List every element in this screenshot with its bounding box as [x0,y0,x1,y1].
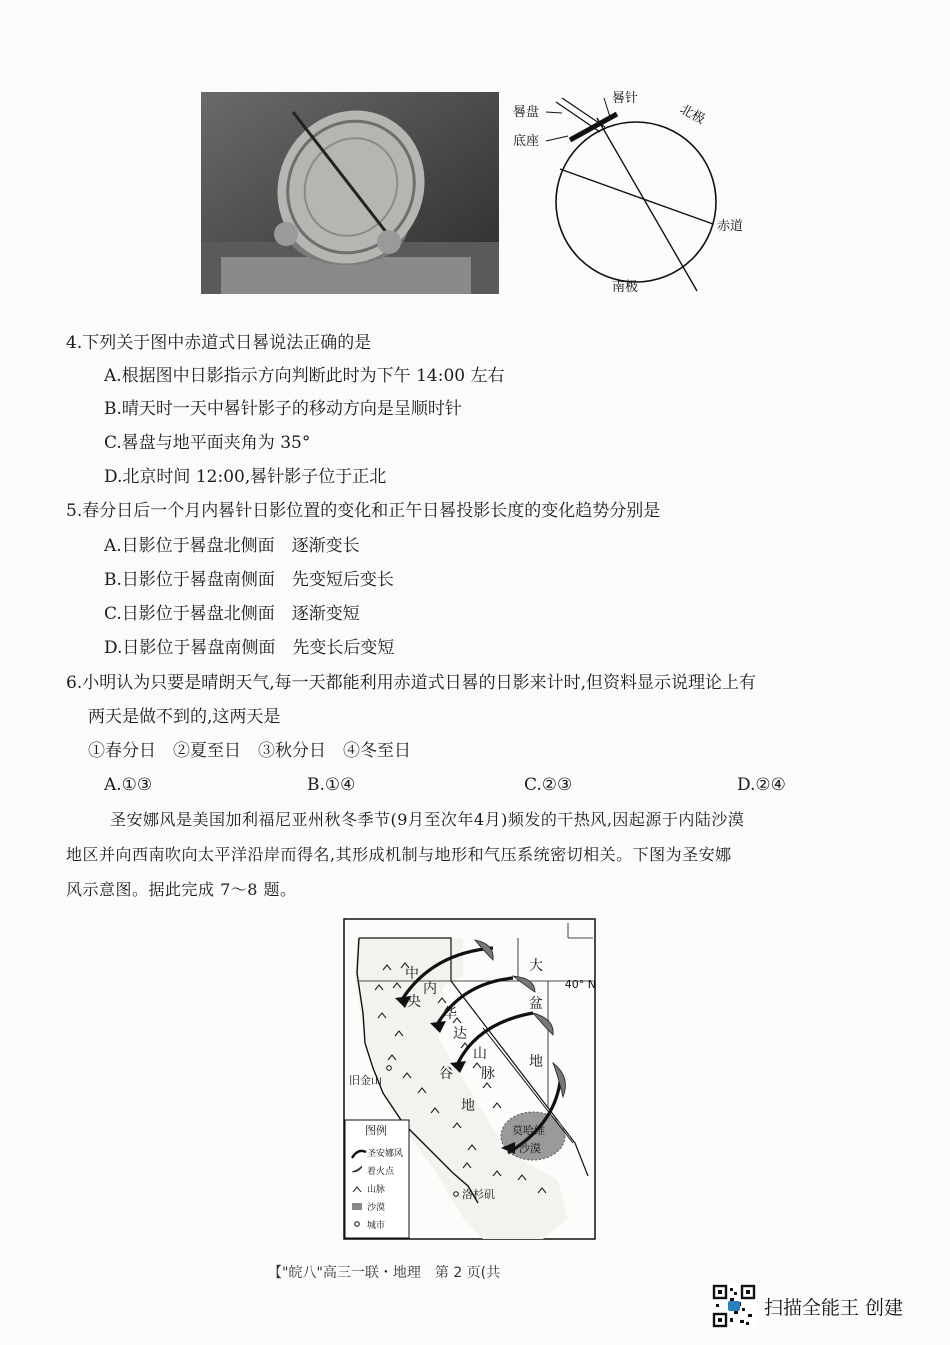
question-6-choices: ①春分日 ②夏至日 ③秋分日 ④冬至日 [88,741,411,761]
santa-ana-map [343,918,596,1240]
map-central-valley-4: 地 [461,1098,475,1114]
legend-title: 图例 [365,1124,387,1137]
label-south-pole: 南极 [612,280,639,295]
map-central-valley-3: 谷 [439,1066,453,1082]
legend-city: 城市 [367,1221,386,1231]
map-sierra-1: 内 [423,981,437,997]
map-mojave-2: 沙漠 [519,1142,541,1155]
question-5-option-d: D.日影位于晷盘南侧面 先变长后变短 [104,638,395,658]
passage-line-1: 圣安娜风是美国加利福尼亚州秋冬季节(9月至次年4月)频发的干热风,因起源于内陆沙漠 [110,810,745,829]
question-5-option-c: C.日影位于晷盘北侧面 逐渐变短 [104,604,360,624]
sundial-diagram [500,80,770,305]
page-footer: 【"皖八"高三一联・地理 第 2 页(共 [268,1265,501,1281]
question-6-option-d: D.②④ [737,775,786,795]
scanner-label: 扫描全能王 创建 [764,1296,904,1319]
question-5-option-a: A.日影位于晷盘北侧面 逐渐变长 [104,536,360,556]
label-base: 底座 [513,134,540,149]
label-dial: 晷盘 [513,105,540,120]
map-sierra-4: 山 [473,1046,487,1062]
question-6-stem-line2: 两天是做不到的,这两天是 [88,707,281,727]
map-sierra-5: 脉 [481,1066,495,1082]
question-6-stem-line1: 6.小明认为只要是晴朗天气,每一天都能利用赤道式日晷的日影来计时,但资料显示说理论上有 [66,673,757,693]
question-6-option-b: B.①④ [307,775,356,795]
map-los-angeles: 洛杉矶 [462,1188,495,1201]
map-legend [345,1120,409,1238]
map-mojave-1: 莫哈维 [512,1124,545,1137]
map-lat-label: 40° N [564,978,596,991]
legend-desert: 沙漠 [367,1203,386,1213]
question-4-option-a: A.根据图中日影指示方向判断此时为下午 14:00 左右 [104,366,505,386]
qr-code-icon [712,1284,756,1328]
question-6-option-a: A.①③ [104,775,153,795]
map-sierra-3: 达 [453,1026,467,1042]
map-san-francisco: 旧金山 [349,1074,382,1087]
map-central-valley-1: 中 [405,966,419,982]
label-gnomon: 晷针 [612,91,639,106]
legend-fire: 着火点 [367,1167,395,1177]
map-great-basin-3: 地 [529,1054,543,1070]
passage-line-2: 地区并向西南吹向太平洋沿岸而得名,其形成机制与地形和气压系统密切相关。下图为圣安娜 [66,845,732,864]
passage-line-3: 风示意图。据此完成 7～8 题。 [66,880,297,899]
question-5-stem: 5.春分日后一个月内晷针日影位置的变化和正午日晷投影长度的变化趋势分别是 [66,501,661,521]
question-4-stem: 4.下列关于图中赤道式日晷说法正确的是 [66,333,372,353]
label-equator: 赤道 [717,219,744,234]
sundial-photo [201,92,499,294]
question-4-option-d: D.北京时间 12:00,晷针影子位于正北 [104,467,387,487]
legend-mountain: 山脉 [367,1185,386,1195]
map-great-basin-2: 盆 [529,996,543,1012]
question-4-option-b: B.晴天时一天中晷针影子的移动方向是呈顺时针 [104,399,462,419]
legend-santa-ana: 圣安娜风 [367,1149,404,1159]
scanner-watermark [712,1283,903,1329]
map-sierra-2: 华 [443,1006,457,1022]
question-5-option-b: B.日影位于晷盘南侧面 先变短后变长 [104,570,394,590]
map-central-valley-2: 央 [407,994,421,1010]
question-4-option-c: C.晷盘与地平面夹角为 35° [104,433,311,453]
question-6-option-c: C.②③ [524,775,573,795]
label-north-pole: 北极 [677,102,708,128]
map-great-basin-1: 大 [529,958,543,974]
